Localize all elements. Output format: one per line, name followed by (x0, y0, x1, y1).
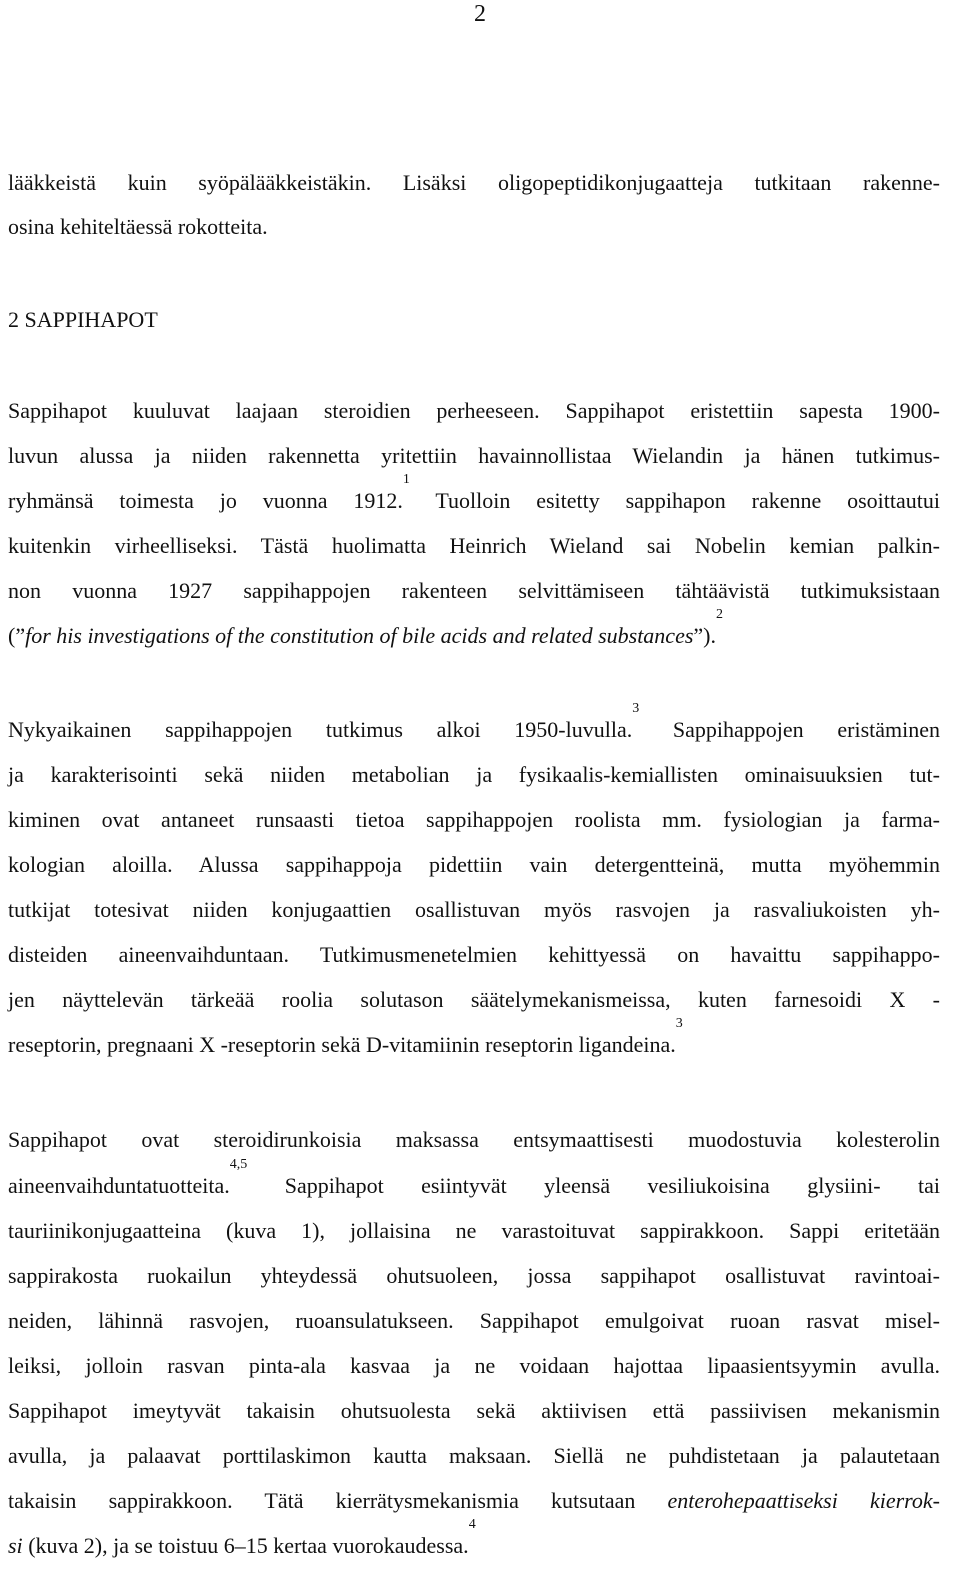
paragraph-line: neiden, lähinnä rasvojen, ruoansulatukseen. Sappihapot emulgoivat ruoan rasvat misel- (8, 1308, 940, 1333)
paragraph-line: kiminen ovat antaneet runsaasti tietoa sappihappojen roolista mm. fysiologian ja farma- (8, 807, 940, 832)
paragraph-line (8, 1016, 940, 1060)
paragraph-line: sappirakosta ruokailun yhteydessä ohutsuoleen, jossa sappihapot osallistuvat ravintoai- (8, 1263, 940, 1288)
text-run: reseptorin, pregnaani X -reseptorin sekä D-vitamiinin reseptorin ligandeina. (8, 1032, 676, 1057)
paragraph-line: non vuonna 1927 sappihappojen rakenteen selvittämiseen tähtäävistä tutkimuksistaan (8, 578, 940, 603)
text-run: ryhmänsä toimesta jo vuonna 1912. (8, 488, 403, 513)
text-run: Nykyaikainen sappihappojen tutkimus alkoi 1950-luvulla. (8, 717, 633, 742)
page-number: 2 (474, 1, 486, 27)
intro-line: osina kehiteltäessä rokotteita. (8, 214, 268, 239)
paragraph-line (8, 472, 941, 516)
italic-quote: for his investigations of the constitution of bile acids and related substances (25, 623, 694, 648)
text-run: aineenvaihduntatuotteita. (8, 1173, 230, 1198)
paragraph-line: leiksi, jolloin rasvan pinta-ala kasvaa ja ne voidaan hajottaa lipaasientsyymin avulla. (8, 1353, 940, 1378)
paragraph-line: jen näyttelevän tärkeää roolia solutason säätelymekanismeissa, kuten farnesoidi X - (8, 987, 940, 1012)
paragraph-line: avulla, ja palaavat porttilaskimon kautta maksaan. Siellä ne puhdistetaan ja palautetaan (8, 1443, 940, 1468)
citation-superscript: 3 (632, 701, 640, 716)
paragraph-line: kologian aloilla. Alussa sappihappoja pidettiin vain detergentteinä, mutta myöhemmin (8, 852, 940, 877)
text-run: Sappihapot esiintyvät yleensä vesiliukoisina glysiini- tai (247, 1173, 940, 1198)
paragraph-line: ja karakterisointi sekä niiden metabolian ja fysikaalis-kemiallisten ominaisuuksien tut- (8, 762, 940, 787)
paragraph-line: Sappihapot imeytyvät takaisin ohutsuolesta sekä aktiivisen että passiivisen mekanismin (8, 1398, 940, 1423)
paragraph-line (8, 1517, 940, 1561)
paragraph-line (8, 607, 940, 651)
italic-term: si (8, 1533, 23, 1558)
paragraph-line: Sappihapot kuuluvat laajaan steroidien perheeseen. Sappihapot eristettiin sapesta 1900- (8, 398, 940, 423)
citation-superscript: 3 (675, 1016, 683, 1031)
text-run: Tuolloin esitetty sappihapon rakenne osoittautui (409, 488, 941, 513)
paragraph-line: Sappihapot ovat steroidirunkoisia maksassa entsymaattisesti muodostuvia kolesterolin (8, 1127, 940, 1152)
citation-superscript: 2 (716, 607, 723, 622)
text-run: (” (8, 623, 26, 648)
paragraph-line (8, 1486, 940, 1516)
section-heading: 2 SAPPIHAPOT (8, 307, 158, 332)
paragraph-line: tutkijat totesivat niiden konjugaattien osallistuvan myös rasvojen ja rasvaliukoisten yh- (8, 897, 940, 922)
paragraph-line: disteiden aineenvaihduntaan. Tutkimusmenetelmien kehittyessä on havaittu sappihappo- (8, 942, 940, 967)
text-run: takaisin sappirakkoon. Tätä kierrätysmekanismia kutsutaan (8, 1488, 668, 1513)
italic-term: enterohepaattiseksi kierrok- (667, 1488, 941, 1513)
paragraph-line (8, 701, 940, 745)
text-run: Sappihappojen eristäminen (639, 717, 940, 742)
text-run: (kuva 2), ja se toistuu 6–15 kertaa vuorokaudessa. (22, 1533, 469, 1558)
paragraph-line: kuitenkin virheelliseksi. Tästä huolimatta Heinrich Wieland sai Nobelin kemian palkin- (8, 533, 940, 558)
citation-superscript: 4,5 (229, 1157, 248, 1172)
paragraph-line: luvun alussa ja niiden rakennetta yritettiin havainnollistaa Wielandin ja hänen tutkimus- (8, 443, 940, 468)
paragraph-line (8, 1157, 940, 1201)
citation-superscript: 4 (468, 1517, 476, 1532)
citation-superscript: 1 (402, 472, 410, 487)
intro-line: lääkkeistä kuin syöpälääkkeistäkin. Lisäksi oligopeptidikonjugaatteja tutkitaan rakenne- (8, 170, 940, 195)
text-run: ”). (693, 623, 716, 648)
paragraph-line: tauriinikonjugaatteina (kuva 1), jollaisina ne varastoituvat sappirakkoon. Sappi eritetään (8, 1218, 940, 1243)
